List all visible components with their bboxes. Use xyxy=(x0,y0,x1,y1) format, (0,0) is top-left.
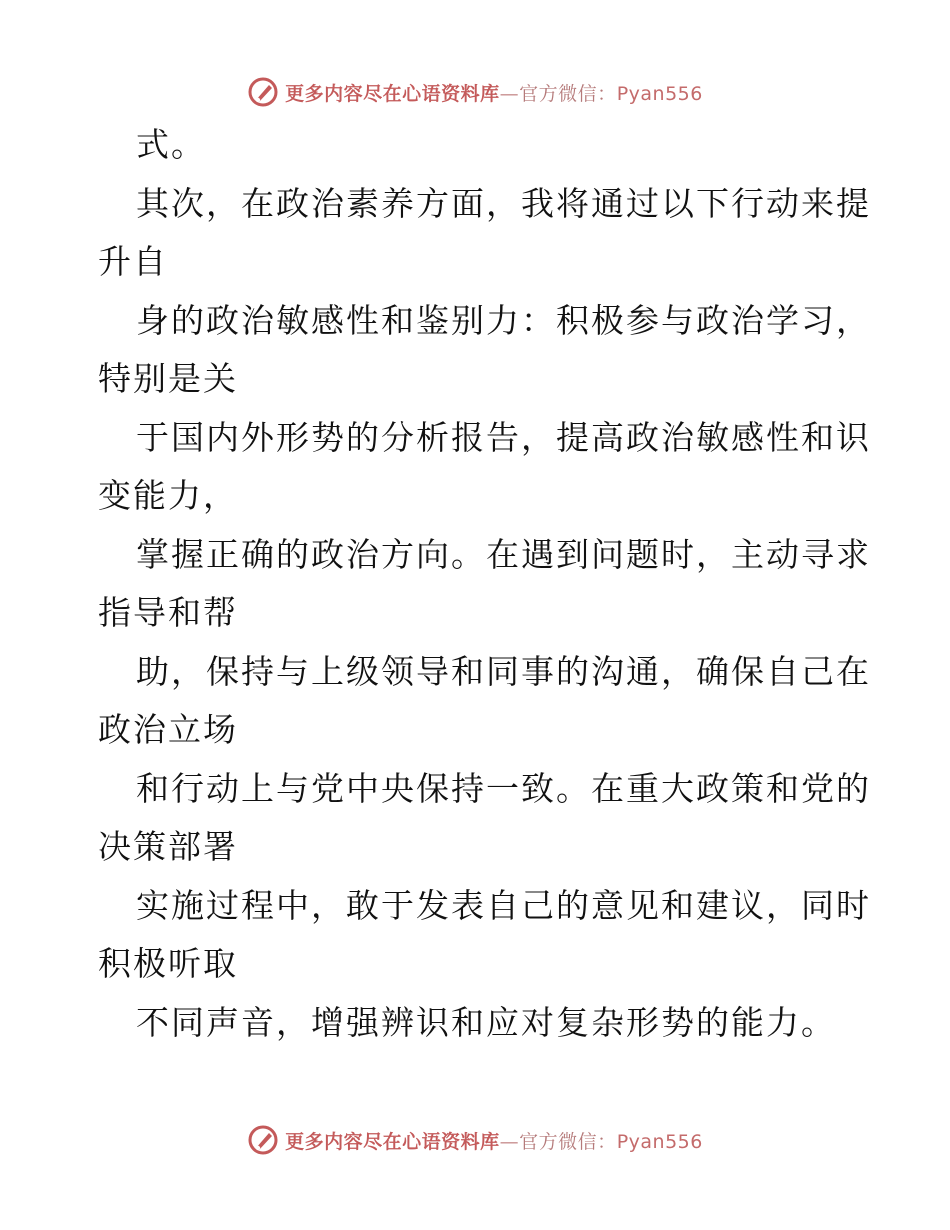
body-line: 身的政治敏感性和鉴别力：积极参与政治学习， xyxy=(136,300,871,340)
footer-watermark xyxy=(0,1120,950,1160)
body-line: 于国内外形势的分析报告，提高政治敏感性和识 xyxy=(136,417,871,457)
watermark-wechat-id: Pyan556 xyxy=(616,1130,703,1153)
watermark-site-name: 更多内容尽在心语资料库 xyxy=(285,82,500,105)
body-line: 指导和帮 xyxy=(98,593,238,632)
body-line: 掌握正确的政治方向。在遇到问题时，主动寻求 xyxy=(136,534,871,574)
body-line: 助，保持与上级领导和同事的沟通，确保自己在 xyxy=(136,651,871,691)
watermark-official-label: 官方微信： xyxy=(519,1130,617,1153)
watermark-dash: — xyxy=(499,1130,520,1153)
body-line: 变能力， xyxy=(98,476,238,515)
body-line: 特别是关 xyxy=(98,359,238,398)
watermark-text xyxy=(285,79,703,106)
pen-logo-icon xyxy=(247,76,279,108)
watermark-text xyxy=(285,1127,703,1154)
body-line: 式。 xyxy=(136,125,206,164)
watermark-site-name: 更多内容尽在心语资料库 xyxy=(285,1130,500,1153)
header-watermark xyxy=(0,72,950,112)
watermark-official-label: 官方微信： xyxy=(519,82,617,105)
watermark-wechat-id: Pyan556 xyxy=(616,82,703,105)
watermark-dash: — xyxy=(499,82,520,105)
body-line: 其次，在政治素养方面，我将通过以下行动来提 xyxy=(136,183,871,223)
body-line: 政治立场 xyxy=(98,710,238,749)
body-line: 升自 xyxy=(98,242,168,281)
pen-logo-icon xyxy=(247,1124,279,1156)
document-body xyxy=(98,116,871,1052)
body-line: 和行动上与党中央保持一致。在重大政策和党的 xyxy=(136,768,871,808)
body-line: 积极听取 xyxy=(98,944,238,983)
body-line: 决策部署 xyxy=(98,827,238,866)
body-line: 不同声音，增强辨识和应对复杂形势的能力。 xyxy=(136,1002,836,1042)
body-line: 实施过程中，敢于发表自己的意见和建议，同时 xyxy=(136,885,871,925)
